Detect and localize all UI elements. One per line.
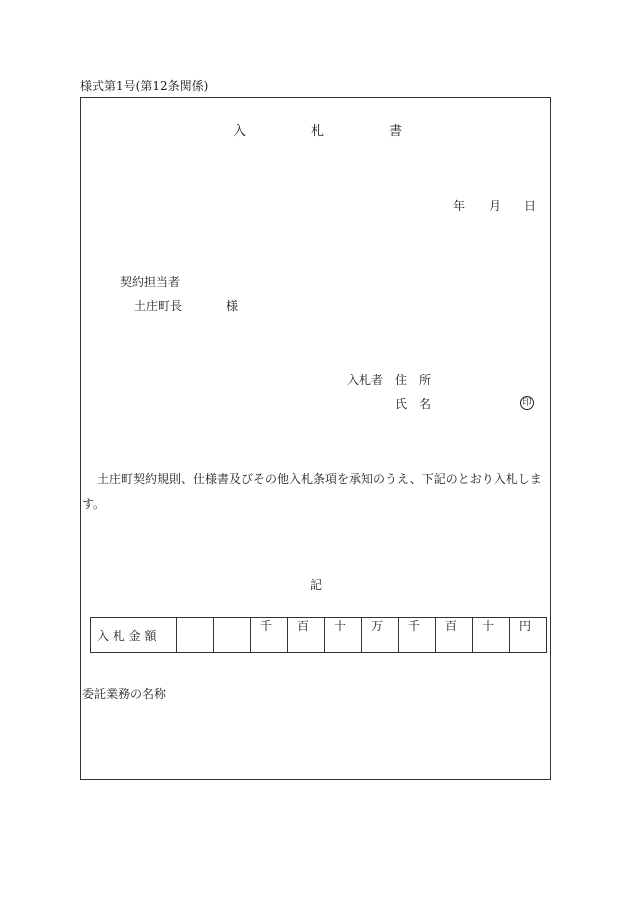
title-char-2: 札 [311,124,325,139]
amount-unit-label: 万 [371,619,384,633]
bid-amount-row [91,618,547,653]
amount-unit-label: 十 [482,619,495,633]
amount-digit-cell[interactable] [214,618,251,653]
amount-digit-cell[interactable] [251,618,288,653]
date-day-label: 日 [524,199,537,213]
date-month-label: 月 [489,199,502,213]
amount-digit-cell[interactable] [325,618,362,653]
amount-digit-cell[interactable] [288,618,325,653]
amount-unit-label: 千 [260,619,273,633]
title-char-1: 入 [233,124,247,139]
statement-line-2: す。 [82,497,106,511]
amount-unit-label: 百 [445,619,458,633]
bidder-label: 入札者 [347,373,384,387]
form-number-label: 様式第1号(第12条関係) [80,79,209,93]
amount-digit-cell[interactable] [399,618,436,653]
amount-digit-cell[interactable] [473,618,510,653]
amount-digit-cell[interactable] [436,618,473,653]
seal-mark: 印 [520,396,534,410]
amount-digit-cell[interactable] [177,618,214,653]
amount-unit-label [214,618,250,620]
amount-unit-label: 十 [334,619,347,633]
address-label: 住 所 [395,373,432,387]
amount-digit-cell[interactable] [510,618,547,653]
recipient-title: 契約担当者 [120,275,181,289]
amount-unit-label: 円 [519,619,532,633]
amount-unit-label: 百 [297,619,310,633]
name-label: 氏 名 [395,397,432,411]
amount-unit-label [177,618,213,620]
recipient-honorific: 様 [226,299,239,313]
form-frame [80,97,551,780]
amount-digit-cell[interactable] [362,618,399,653]
bid-amount-header: 入 札 金 額 [91,618,177,653]
recipient-name: 土庄町長 [134,299,183,313]
title-char-3: 書 [389,124,403,139]
amount-unit-label: 千 [408,619,421,633]
statement-line-1: 土庄町契約規則、仕様書及びその他入札条項を承知のうえ、下記のとおり入札しま [97,472,542,486]
bid-amount-table [90,617,547,653]
ki-heading: 記 [310,578,323,592]
date-year-label: 年 [453,199,466,213]
service-name-label: 委託業務の名称 [82,687,167,701]
